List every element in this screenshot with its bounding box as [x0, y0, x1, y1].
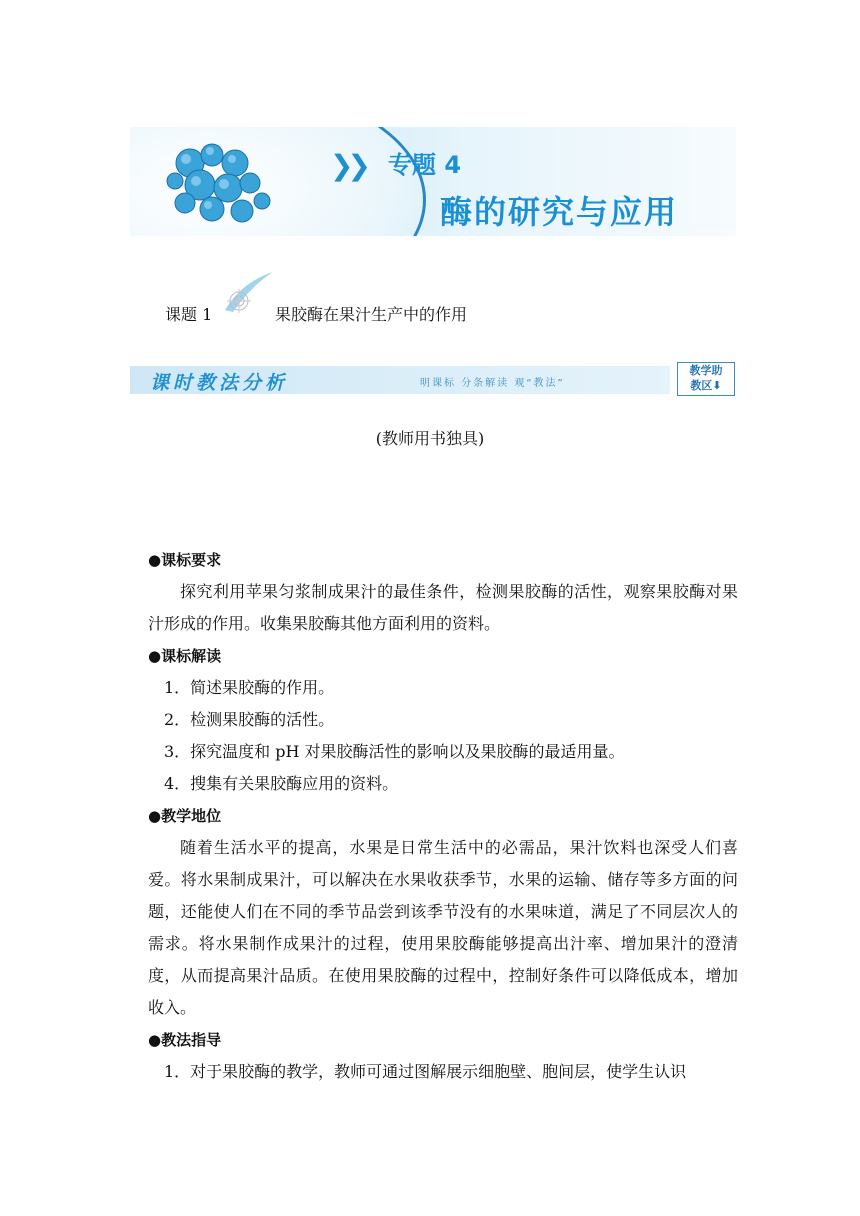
- paragraph: 探究利用苹果匀浆制成果汁的最佳条件，检测果胶酶的活性，观察果胶酶对果汁形成的作用。收集果胶酶其他方面利用的资料。: [148, 582, 738, 633]
- section-heading: ●教学地位: [148, 807, 222, 825]
- section-heading: ●教法指导: [148, 1031, 222, 1049]
- enzyme-molecule-icon: [150, 133, 300, 233]
- document-body: [148, 544, 738, 1088]
- helper-line-2: 教区: [690, 379, 713, 392]
- helper-line-1: 教学助: [689, 364, 723, 377]
- teacher-note: (教师用书独具): [375, 429, 485, 448]
- lesson-heading: [165, 268, 565, 328]
- list-item: 2．检测果胶酶的活性。: [164, 710, 335, 729]
- lesson-name: 果胶酶在果汁生产中的作用: [275, 305, 468, 324]
- section-heading: ●课标解读: [148, 647, 222, 665]
- topic-banner: [130, 127, 736, 236]
- section-bar-tagline: 明课标 分条解读 观“教法”: [420, 378, 565, 389]
- list-item: 1．简述果胶酶的作用。: [164, 678, 335, 697]
- topic-label: 专题 4: [388, 151, 462, 179]
- list-item: 3．探究温度和 pH 对果胶酶活性的影响以及果胶酶的最适用量。: [164, 742, 625, 761]
- lesson-number: 课题 1: [165, 305, 213, 324]
- list-item: 4．搜集有关果胶酶应用的资料。: [164, 774, 399, 793]
- section-heading: ●课标要求: [148, 551, 222, 569]
- chevron-right-icon: ❯❯: [330, 149, 365, 182]
- target-emblem-icon: [217, 268, 277, 318]
- list-item: 1．对于果胶酶的教学，教师可通过图解展示细胞壁、胞间层，使学生认识: [164, 1062, 687, 1081]
- section-bar-label: 课时教法分析: [150, 372, 289, 394]
- topic-title: 酶的研究与应用: [440, 193, 679, 231]
- paragraph: 随着生活水平的提高，水果是日常生活中的必需品，果汁饮料也深受人们喜爱。将水果制成果汁，可以解决在水果收获季节，水果的运输、储存等多方面的问题，还能使人们在不同的季节品尝到该季节没有的水果味道，满足了不同层次人的需求。将水果制作成果汁的过程，使用果胶酶能够提高出汁率、增加果汁的澄清度，从而提高果汁品质。在使用果胶酶的过程中，控制好条件可以降低成本，增加收入。: [148, 838, 738, 1017]
- teaching-helper-button[interactable]: [677, 362, 735, 396]
- section-bar: [130, 362, 736, 396]
- arrow-down-icon: ⬇: [712, 379, 722, 392]
